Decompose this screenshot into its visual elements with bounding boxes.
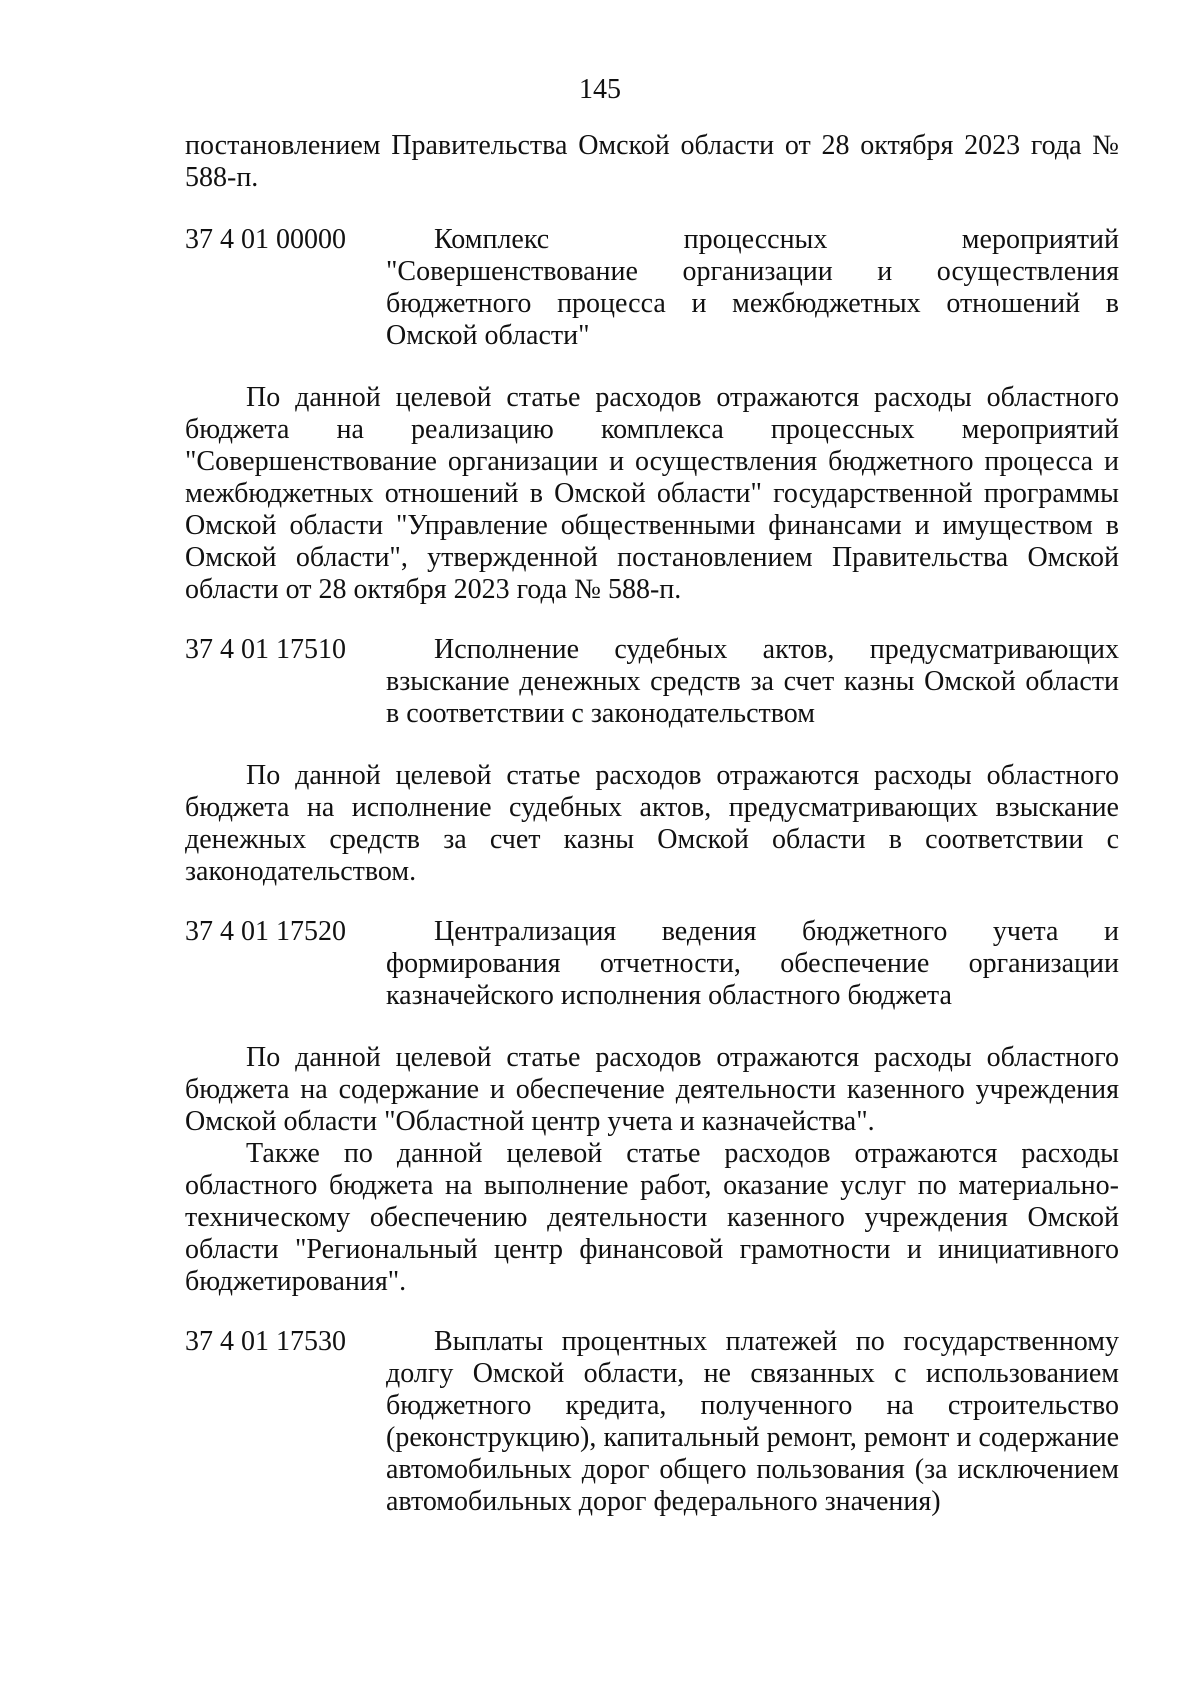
document-body <box>185 130 1119 1518</box>
entry-code: 37 4 01 17530 <box>185 1326 346 1357</box>
page-number: 145 <box>579 74 621 105</box>
budget-entry <box>185 224 1119 352</box>
entry-code: 37 4 01 17520 <box>185 916 346 947</box>
paragraph: Также по данной целевой статье расходов отражаются расходы областного бюджета на выполнение работ, оказание услуг по материально-техническому обеспечению деятельности казенного учреждения Омской области "Региональный центр финансовой грамотности и инициативного бюджетирования". <box>185 1138 1119 1297</box>
budget-entry <box>185 916 1119 1012</box>
paragraph: По данной целевой статье расходов отражаются расходы областного бюджета на реализацию комплекса процессных мероприятий "Совершенствование организации и осуществления бюджетного процесса и межбюджетных отношений в Омской области" государственной программы Омской области "Управление общественными финансами и имуществом в Омской области", утвержденной постановлением Правительства Омской области от 28 октября 2023 года № 588-п. <box>185 382 1119 605</box>
paragraph: По данной целевой статье расходов отражаются расходы областного бюджета на исполнение судебных актов, предусматривающих взыскание денежных средств за счет казны Омской области в соответствии с законодательством. <box>185 760 1119 887</box>
entry-code: 37 4 01 17510 <box>185 634 346 665</box>
entry-title: Исполнение судебных актов, предусматривающих взыскание денежных средств за счет казны Омской области в соответствии с законодательством <box>386 634 1119 729</box>
spacer <box>185 730 1119 760</box>
entry-code: 37 4 01 00000 <box>185 224 346 255</box>
spacer <box>185 1012 1119 1042</box>
spacer <box>185 194 1119 224</box>
spacer <box>185 1298 1119 1326</box>
paragraph: По данной целевой статье расходов отражаются расходы областного бюджета на содержание и обеспечение деятельности казенного учреждения Омской области "Областной центр учета и казначейства". <box>185 1042 1119 1137</box>
spacer <box>185 352 1119 382</box>
spacer <box>185 606 1119 634</box>
spacer <box>185 888 1119 916</box>
entry-title: Выплаты процентных платежей по государственному долгу Омской области, не связанных с использованием бюджетного кредита, полученного на строительство (реконструкцию), капитальный ремонт, ремонт и содержание автомобильных дорог общего пользования (за исключением автомобильных дорог федерального значения) <box>386 1326 1119 1517</box>
budget-entry <box>185 1326 1119 1518</box>
entry-title: Централизация ведения бюджетного учета и формирования отчетности, обеспечение организации казначейского исполнения областного бюджета <box>386 916 1119 1011</box>
entry-title: Комплекс процессных мероприятий "Совершенствование организации и осуществления бюджетного процесса и межбюджетных отношений в Омской области" <box>386 224 1119 351</box>
paragraph-continuation: постановлением Правительства Омской области от 28 октября 2023 года № 588-п. <box>185 130 1119 193</box>
budget-entry <box>185 634 1119 730</box>
